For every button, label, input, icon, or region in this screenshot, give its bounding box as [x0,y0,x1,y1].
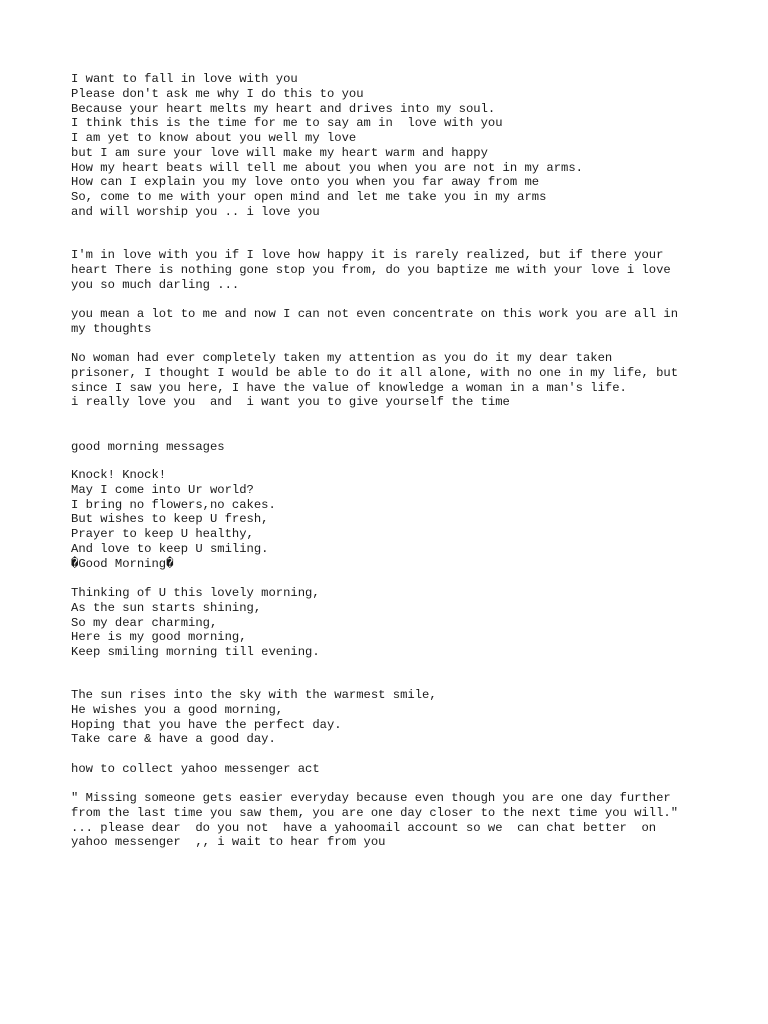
text-line: heart There is nothing gone stop you from, do you baptize me with your love i love [71,262,671,277]
good-morning-heading [71,440,731,455]
yahoo-heading [71,762,731,777]
text-line: Please don't ask me why I do this to you [71,86,364,101]
text-line: But wishes to keep U fresh, [71,512,269,527]
text-line: Thinking of U this lovely morning, [71,586,320,600]
text-line: " Missing someone gets easier everyday because even though you are one day further [71,791,671,805]
text-line: since I saw you here, I have the value of knowledge a woman in a man's life. [71,380,627,395]
text-line: The sun rises into the sky with the warmest smile, [71,688,437,702]
text-line: As the sun starts shining, [71,600,262,615]
text-line: from the last time you saw them, you are one day closer to the next time you will." [71,805,679,820]
text-line: Keep smiling morning till evening. [71,645,320,659]
mean-a-lot-paragraph [71,307,731,337]
text-line: Here is my good morning, [71,630,247,645]
text-line: Prayer to keep U healthy, [71,527,254,541]
text-line: ... please dear do you not have a yahoomail account so we can chat better on [71,820,657,835]
no-woman-paragraph [71,351,731,410]
text-line: how to collect yahoo messenger act [71,762,320,776]
text-line: No woman had ever completely taken my attention as you do it my dear taken [71,351,613,365]
text-line: How can I explain you my love onto you when you far away from me [71,175,540,190]
text-line: May I come into Ur world? [71,482,254,497]
text-line: Because your heart melts my heart and drives into my soul. [71,101,496,116]
text-line: Take care & have a good day. [71,732,276,747]
missing-someone-paragraph [71,791,731,850]
thinking-of-u-poem [71,586,731,660]
text-line: Hoping that you have the perfect day. [71,717,342,732]
text-line: good morning messages [71,440,225,454]
text-line: How my heart beats will tell me about you when you are not in my arms. [71,160,583,175]
text-line: I want to fall in love with you [71,72,298,86]
text-line: I bring no flowers,no cakes. [71,497,276,512]
text-line: my thoughts [71,321,152,336]
text-line: I think this is the time for me to say am in love with you [71,116,503,131]
text-line: prisoner, I thought I would be able to do it all alone, with no one in my life, but [71,365,679,380]
text-line: So my dear charming, [71,615,218,630]
sun-rises-poem [71,688,731,747]
happy-paragraph [71,248,731,292]
text-line: and will worship you .. i love you [71,204,320,219]
love-poem [71,72,731,220]
text-line: �Good Morning� [71,556,174,571]
text-line: but I am sure your love will make my heart warm and happy [71,145,488,160]
text-line: I'm in love with you if I love how happy it is rarely realized, but if there your [71,248,664,262]
text-line: And love to keep U smiling. [71,541,269,556]
text-line: yahoo messenger ,, i wait to hear from you [71,835,386,850]
text-line: So, come to me with your open mind and let me take you in my arms [71,190,547,204]
text-line: I am yet to know about you well my love [71,131,357,145]
text-line: He wishes you a good morning, [71,702,284,717]
text-line: Knock! Knock! [71,468,167,482]
text-line: i really love you and i want you to give yourself the time [71,395,510,410]
knock-knock-poem [71,468,731,571]
text-line: you mean a lot to me and now I can not even concentrate on this work you are all in [71,307,679,321]
text-line: you so much darling ... [71,277,240,292]
